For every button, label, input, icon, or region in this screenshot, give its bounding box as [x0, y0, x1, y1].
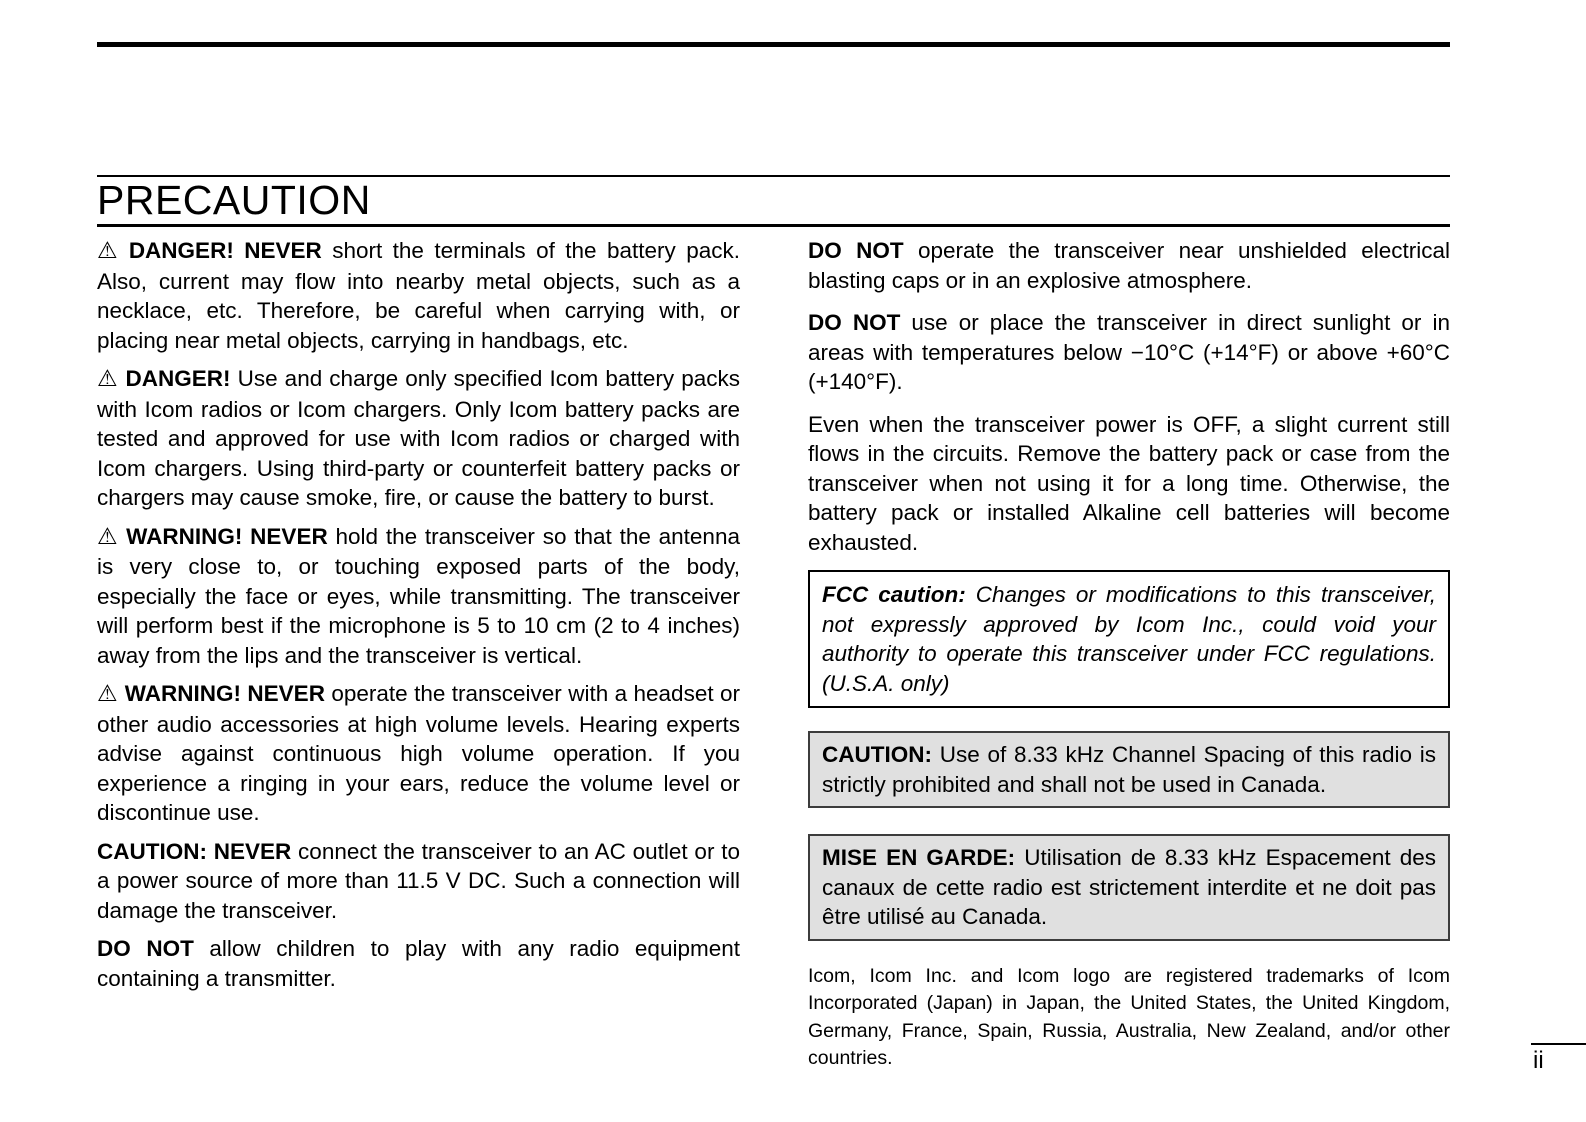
danger-never-paragraph	[97, 236, 740, 355]
caution-canada-box	[808, 731, 1450, 808]
left-column	[97, 236, 740, 1002]
paragraph-lead: DO NOT	[808, 238, 904, 263]
section-heading-block	[97, 175, 1450, 227]
warning-triangle-icon: ⚠	[97, 523, 120, 550]
paragraph-text: operate the transceiver with a headset or other audio accessories at high volume levels. Hearing experts advise against continuous high volume operation. If you experience a ringing in your ears, reduce the volume level or discontinue use.	[97, 681, 740, 825]
power-off-paragraph	[808, 410, 1450, 558]
paragraph-lead: WARNING! NEVER	[124, 681, 325, 706]
page-title: PRECAUTION	[97, 177, 371, 223]
paragraph-text: short the terminals of the battery pack. Also, current may flow into nearby metal objects, such as a necklace, etc. Therefore, be careful when carrying with, or placing near metal objects, carrying in handbags, etc.	[97, 238, 740, 353]
page-number-rule	[1531, 1043, 1586, 1045]
fcc-caution-box	[808, 570, 1450, 708]
top-rule	[97, 42, 1450, 47]
warning-triangle-icon: ⚠	[97, 238, 122, 264]
danger-paragraph	[97, 364, 740, 513]
right-column	[808, 236, 1450, 1092]
warning-triangle-icon: ⚠	[97, 366, 119, 392]
paragraph-lead: DO NOT	[97, 936, 194, 961]
paragraph-text: allow children to play with any radio equipment containing a transmitter.	[97, 936, 740, 991]
fcc-caution-lead: FCC caution:	[822, 582, 966, 607]
donot-blasting-paragraph	[808, 236, 1450, 295]
caution-text: Use of 8.33 kHz Channel Spacing of this radio is strictly prohibited and shall not be used in Canada.	[822, 742, 1436, 797]
warning-hold-paragraph	[97, 522, 740, 671]
paragraph-text: operate the transceiver near unshielded electrical blasting caps or in an explosive atmosphere.	[808, 238, 1451, 293]
paragraph-text: hold the transceiver so that the antenna is very close to, or touching exposed parts of the body, especially the face or eyes, while transmitting. The transceiver will perform best if the microphone is 5 to 10 cm (2 to 4 inches) away from the lips and the transceiver is vertical.	[97, 523, 740, 668]
paragraph-lead: DANGER!	[125, 366, 231, 391]
mise-en-garde-box	[808, 834, 1450, 941]
paragraph-text: use or place the transceiver in direct sunlight or in areas with temperatures below −10°C (+14°F) or above +60°C (+140°F).	[808, 310, 1450, 394]
paragraph-text: Even when the transceiver power is OFF, a slight current still flows in the circuits. Remove the battery pack or case from the transceiver when not using it for a long time. Otherwise, the battery pack or installed Alkaline cell batteries will become exhausted.	[808, 411, 1450, 555]
mise-en-garde-text: Utilisation de 8.33 kHz Espacement des canaux de cette radio est strictement interdite et ne doit pas être utilisé au Canada.	[822, 845, 1436, 929]
paragraph-lead: WARNING! NEVER	[126, 523, 328, 549]
page-number: ii	[1533, 1047, 1544, 1074]
paragraph-text: connect the transceiver to an AC outlet or to a power source of more than 11.5 V DC. Such a connection will damage the transceiver.	[97, 838, 740, 923]
paragraph-lead: CAUTION: NEVER	[97, 838, 292, 864]
warning-triangle-icon: ⚠	[97, 681, 118, 707]
caution-ac-paragraph	[97, 837, 740, 926]
donot-children-paragraph	[97, 934, 740, 993]
donot-sunlight-paragraph	[808, 308, 1450, 397]
paragraph-lead: DO NOT	[808, 310, 901, 335]
fcc-caution-text: Changes or modifications to this transceiver, not expressly approved by Icom Inc., could void your authority to operate this transceiver under FCC regulations. (U.S.A. only)	[822, 582, 1436, 696]
mise-en-garde-lead: MISE EN GARDE:	[822, 845, 1016, 870]
warning-headset-paragraph	[97, 679, 740, 828]
paragraph-lead: DANGER! NEVER	[128, 238, 322, 263]
paragraph-text: Use and charge only specified Icom battery packs with Icom radios or Icom chargers. Only Icom battery packs are tested and approved for use with Icom radios or charged with Icom chargers. Using third-party or counterfeit battery packs or chargers may cause smoke, fire, or cause the battery to burst.	[97, 366, 740, 510]
caution-lead: CAUTION:	[822, 742, 932, 767]
trademark-notice: Icom, Icom Inc. and Icom logo are registered trademarks of Icom Incorporated (Japan) in Japan, the United States, the United Kingdom, Germany, France, Spain, Russia, Australia, New Zealand, and/or other countries.	[808, 964, 1450, 1069]
